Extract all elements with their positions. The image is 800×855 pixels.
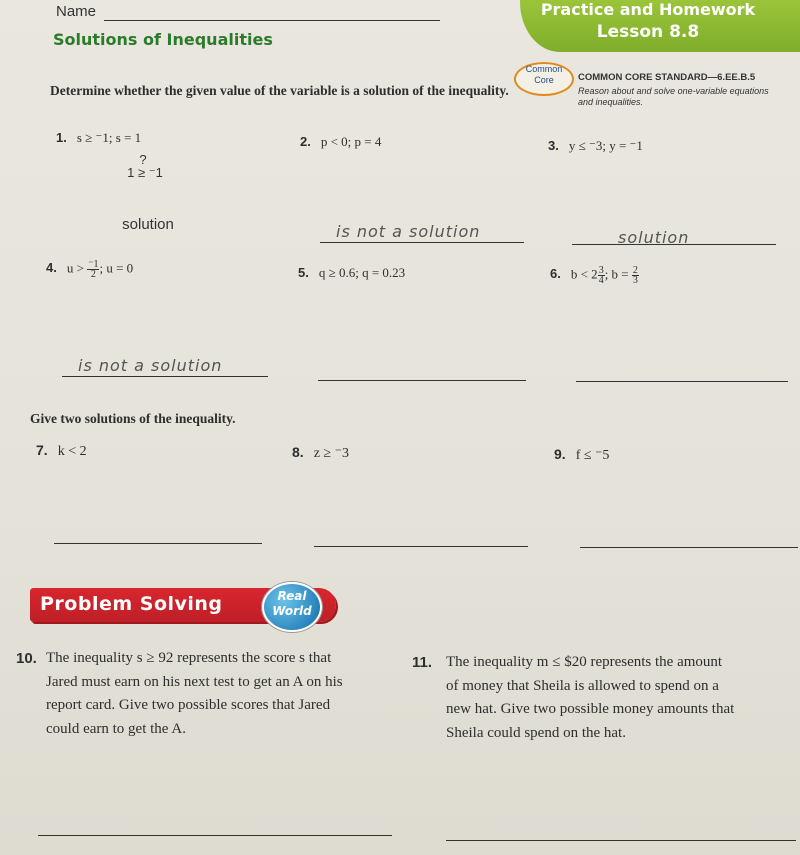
lesson-banner (520, 0, 800, 52)
answer-line-4[interactable] (62, 376, 268, 377)
worked-check-mark: ? (139, 152, 147, 167)
problem-1: 1. s ≥ ⁻1; s = 1 (56, 130, 142, 145)
fraction: $\frac{^-1}{2}$ (88, 259, 99, 280)
answer-line-9[interactable] (580, 547, 798, 548)
answer-line-11[interactable] (446, 840, 796, 841)
problem-4: 4. u > $\frac{^-1}{2}$ ; u = 0 (46, 259, 134, 280)
banner-lesson: Lesson 8.8 (596, 22, 700, 42)
answer-line-2[interactable] (320, 242, 524, 243)
worked-check: 1 ≥ ⁻1 (127, 165, 163, 180)
answer-line-7[interactable] (54, 543, 262, 544)
handwritten-answer-2: is not a solution (336, 222, 481, 241)
answer-line-8[interactable] (314, 546, 528, 547)
problem-3: 3. y ≤ ⁻3; y = ⁻1 (548, 138, 643, 153)
answer-line-10[interactable] (38, 835, 392, 836)
cc-description: Reason about and solve one-variable equations and inequalities. (578, 86, 769, 107)
worked-answer: solution (122, 216, 174, 233)
common-core-logo-icon: Common Core (514, 62, 574, 96)
section2-instructions: Give two solutions of the inequality. (30, 411, 236, 426)
lesson-title: Solutions of Inequalities (53, 30, 273, 49)
name-field[interactable] (104, 20, 440, 21)
section1-instructions: Determine whether the given value of the variable is a solution of the inequality. (50, 83, 509, 98)
problem-solving-title: Problem Solving (40, 593, 223, 615)
problem-9: 9. f ≤ ⁻5 (554, 446, 610, 463)
fraction: $\frac{3}{4}$ (598, 265, 604, 286)
problem-2: 2. p < 0; p = 4 (300, 134, 382, 149)
cc-standard: COMMON CORE STANDARD—6.EE.B.5 (578, 72, 756, 83)
banner-title: Practice and Homework (540, 0, 756, 19)
problem-8: 8. z ≥ ⁻3 (292, 444, 349, 461)
problem-6: 6. b < 2 $\frac{3}{4}$ ; b = $\frac{2}{3}$ (550, 265, 638, 286)
name-label: Name (56, 3, 97, 20)
real-world-globe-icon: Real World (262, 582, 322, 632)
handwritten-answer-4: is not a solution (78, 356, 223, 375)
problem-10: 10. The inequality s ≥ 92 represents the score s that Jared must earn on his next test to get an A on his report card. Give two possible scores that Jared could earn to get the A. (16, 650, 343, 737)
problem-7: 7. k < 2 (36, 442, 87, 459)
answer-line-5[interactable] (318, 380, 526, 381)
problem-5: 5. q ≥ 0.6; q = 0.23 (298, 265, 406, 280)
answer-line-6[interactable] (576, 381, 788, 382)
fraction: $\frac{2}{3}$ (632, 265, 638, 286)
handwritten-answer-3: solution (618, 228, 690, 247)
problem-11: 11. The inequality m ≤ $20 represents the amount of money that Sheila is allowed to spend on a new hat. Give two possible money amounts that Sheila could spend on the hat. (412, 654, 735, 741)
